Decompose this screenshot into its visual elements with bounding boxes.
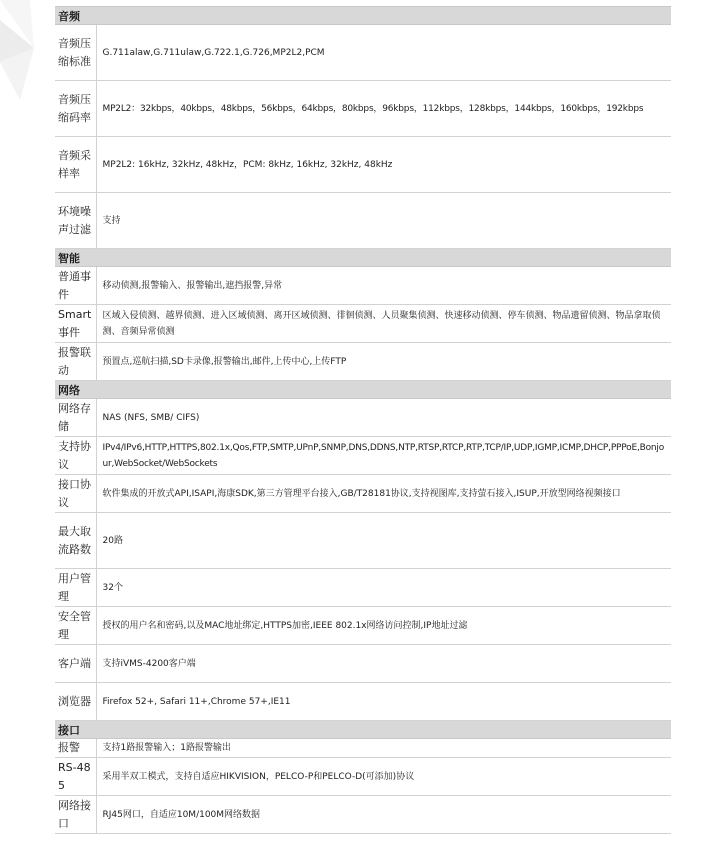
- spec-value: 20路: [96, 513, 671, 569]
- spec-value: NAS (NFS, SMB/ CIFS): [96, 399, 671, 437]
- spec-label: 音频采样率: [55, 137, 96, 193]
- spec-label: 接口协议: [55, 475, 96, 513]
- section-title: 网络: [55, 381, 671, 399]
- spec-row: [55, 25, 671, 81]
- spec-value: RJ45网口，自适应10M/100M网络数据: [96, 796, 671, 834]
- spec-row: [55, 645, 671, 683]
- spec-value: G.711alaw,G.711ulaw,G.722.1,G.726,MP2L2,PCM: [96, 25, 671, 81]
- spec-label: 报警: [55, 739, 96, 758]
- spec-value: 支持1路报警输入；1路报警输出: [96, 739, 671, 758]
- spec-value: 支持: [96, 193, 671, 249]
- spec-row: [55, 739, 671, 758]
- spec-value: MP2L2: 16kHz, 32kHz, 48kHz，PCM: 8kHz, 16kHz, 32kHz, 48kHz: [96, 137, 671, 193]
- spec-label: 支持协议: [55, 437, 96, 475]
- spec-row: [55, 193, 671, 249]
- spec-row: [55, 607, 671, 645]
- spec-label: 报警联动: [55, 343, 96, 381]
- spec-value: MP2L2：32kbps，40kbps，48kbps，56kbps，64kbps，80kbps，96kbps，112kbps，128kbps，144kbps，160kbps，192kbps: [96, 81, 671, 137]
- spec-row: [55, 475, 671, 513]
- spec-label: 最大取流路数: [55, 513, 96, 569]
- spec-value: Firefox 52+, Safari 11+,Chrome 57+,IE11: [96, 683, 671, 721]
- spec-row: [55, 513, 671, 569]
- spec-label: RS-485: [55, 758, 96, 796]
- spec-row: [55, 343, 671, 381]
- spec-row: [55, 437, 671, 475]
- section-title: 接口: [55, 721, 671, 739]
- spec-label: 浏览器: [55, 683, 96, 721]
- spec-row: [55, 267, 671, 305]
- spec-row: [55, 569, 671, 607]
- spec-row: [55, 137, 671, 193]
- spec-row: [55, 81, 671, 137]
- section-title: 音频: [55, 7, 671, 25]
- spec-row: [55, 796, 671, 834]
- spec-value: 支持iVMS-4200客户端: [96, 645, 671, 683]
- spec-value: 采用半双工模式，支持自适应HIKVISION，PELCO-P和PELCO-D(可添加)协议: [96, 758, 671, 796]
- spec-value: 预置点,巡航扫描,SD卡录像,报警输出,邮件,上传中心,上传FTP: [96, 343, 671, 381]
- section-header-interface: [55, 721, 671, 739]
- section-title: 智能: [55, 249, 671, 267]
- spec-table: [55, 6, 671, 834]
- spec-label: 普通事件: [55, 267, 96, 305]
- spec-label: 客户端: [55, 645, 96, 683]
- spec-value: 授权的用户名和密码,以及MAC地址绑定,HTTPS加密,IEEE 802.1x网络访问控制,IP地址过滤: [96, 607, 671, 645]
- section-header-smart: [55, 249, 671, 267]
- spec-row: [55, 305, 671, 343]
- spec-label: Smart事件: [55, 305, 96, 343]
- spec-label: 环境噪声过滤: [55, 193, 96, 249]
- spec-value: IPv4/IPv6,HTTP,HTTPS,802.1x,Qos,FTP,SMTP,UPnP,SNMP,DNS,DDNS,NTP,RTSP,RTCP,RTP,TCP/IP,UDP,IGMP,ICMP,DHCP,PPPoE,Bonjour,WebSocket/WebSockets: [96, 437, 671, 475]
- spec-label: 安全管理: [55, 607, 96, 645]
- spec-row: [55, 683, 671, 721]
- spec-value: 软件集成的开放式API,ISAPI,海康SDK,第三方管理平台接入,GB/T28181协议,支持视图库,支持萤石接入,ISUP,开放型网络视频接口: [96, 475, 671, 513]
- spec-row: [55, 758, 671, 796]
- decorative-corner-shape: [0, 0, 60, 110]
- section-header-audio: [55, 7, 671, 25]
- spec-row: [55, 399, 671, 437]
- spec-label: 网络接口: [55, 796, 96, 834]
- spec-label: 网络存储: [55, 399, 96, 437]
- spec-label: 音频压缩码率: [55, 81, 96, 137]
- spec-label: 用户管理: [55, 569, 96, 607]
- spec-label: 音频压缩标准: [55, 25, 96, 81]
- spec-value: 区域入侵侦测、越界侦测、进入区域侦测、离开区域侦测、徘徊侦测、人员聚集侦测、快速移动侦测、停车侦测、物品遗留侦测、物品拿取侦测、音频异常侦测: [96, 305, 671, 343]
- spec-value: 32个: [96, 569, 671, 607]
- spec-value: 移动侦测,报警输入、报警输出,遮挡报警,异常: [96, 267, 671, 305]
- section-header-network: [55, 381, 671, 399]
